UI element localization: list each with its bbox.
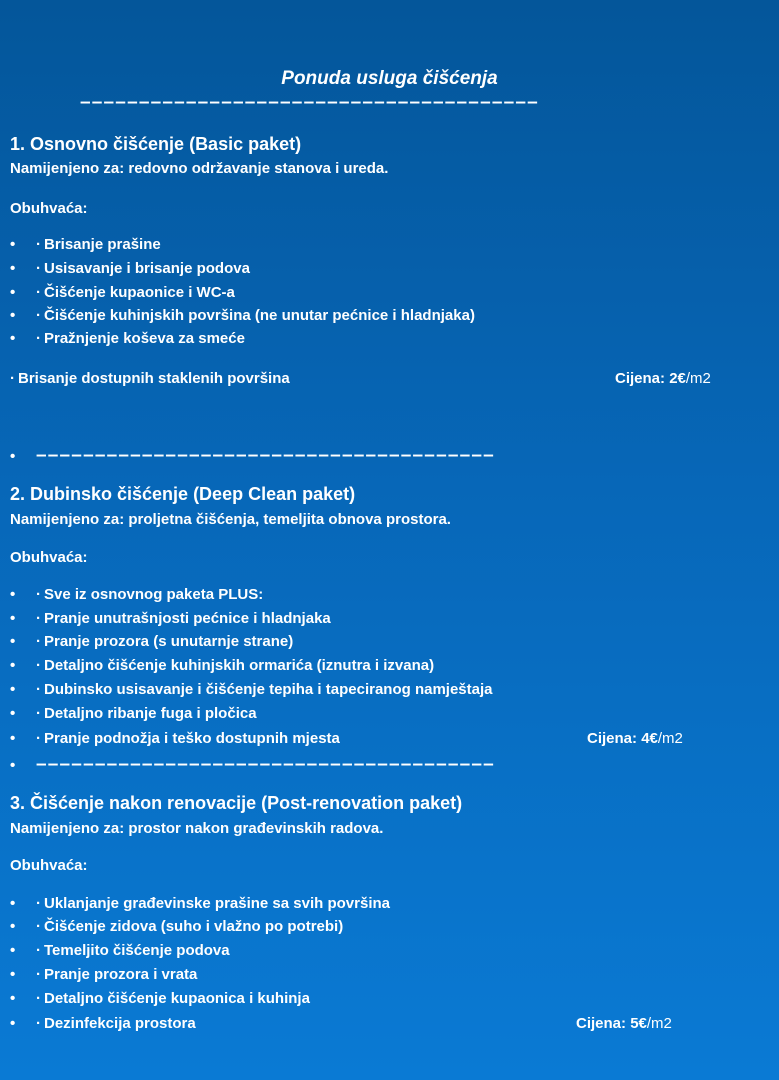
section-divider: • ––––––––––––––––––––––––––––––––––––––– (10, 754, 495, 775)
list-item: • · Dezinfekcija prostora (10, 1015, 196, 1032)
section-1-extra-item: · Brisanje dostupnih staklenih površina (10, 370, 290, 387)
list-item: • · Uklanjanje građevinske prašine sa svih površina (10, 895, 390, 912)
list-item: • · Čišćenje zidova (suho i vlažno po potrebi) (10, 918, 344, 935)
section-2-includes: Obuhvaća: (10, 549, 88, 566)
section-1-heading: 1. Osnovno čišćenje (Basic paket) (10, 134, 302, 154)
list-item: • · Pranje prozora (s unutarnje strane) (10, 633, 294, 650)
list-item: • · Pranje podnožja i teško dostupnih mjesta (10, 730, 340, 747)
list-item: • · Dubinsko usisavanje i čišćenje tepiha i tapeciranog namještaja (10, 681, 493, 698)
section-2-price: Cijena: 4€/m2 (587, 730, 683, 747)
section-1-intended: Namijenjeno za: redovno održavanje stanova i ureda. (10, 160, 389, 177)
list-item: • · Čišćenje kupaonice i WC-a (10, 284, 235, 301)
section-3-includes: Obuhvaća: (10, 857, 88, 874)
list-item: • · Pranje prozora i vrata (10, 966, 198, 983)
list-item: • · Pražnjenje koševa za smeće (10, 330, 245, 347)
section-2-intended: Namijenjeno za: proljetna čišćenja, temeljita obnova prostora. (10, 511, 451, 528)
section-3-intended: Namijenjeno za: prostor nakon građevinskih radova. (10, 820, 384, 837)
page-title: Ponuda usluga čišćenja (281, 68, 498, 89)
list-item: • · Brisanje prašine (10, 236, 161, 253)
section-1-price: Cijena: 2€/m2 (615, 370, 711, 387)
title-divider: ––––––––––––––––––––––––––––––––––––––– (80, 92, 539, 113)
list-item: • · Detaljno čišćenje kuhinjskih ormarića (iznutra i izvana) (10, 657, 435, 674)
section-1-includes: Obuhvaća: (10, 200, 88, 217)
section-3-heading: 3. Čišćenje nakon renovacije (Post-renovation paket) (10, 793, 463, 813)
list-item: • · Usisavanje i brisanje podova (10, 260, 250, 277)
list-item: • · Čišćenje kuhinjskih površina (ne unutar pećnice i hladnjaka) (10, 307, 475, 324)
list-item: • · Detaljno ribanje fuga i pločica (10, 705, 257, 722)
section-2-heading: 2. Dubinsko čišćenje (Deep Clean paket) (10, 484, 356, 504)
list-item: • · Detaljno čišćenje kupaonica i kuhinja (10, 990, 310, 1007)
list-item: • · Temeljito čišćenje podova (10, 942, 230, 959)
section-3-price: Cijena: 5€/m2 (576, 1015, 672, 1032)
section-divider: • ––––––––––––––––––––––––––––––––––––––– (10, 445, 495, 466)
list-item: • · Pranje unutrašnjosti pećnice i hladnjaka (10, 610, 331, 627)
list-item: • · Sve iz osnovnog paketa PLUS: (10, 586, 264, 603)
